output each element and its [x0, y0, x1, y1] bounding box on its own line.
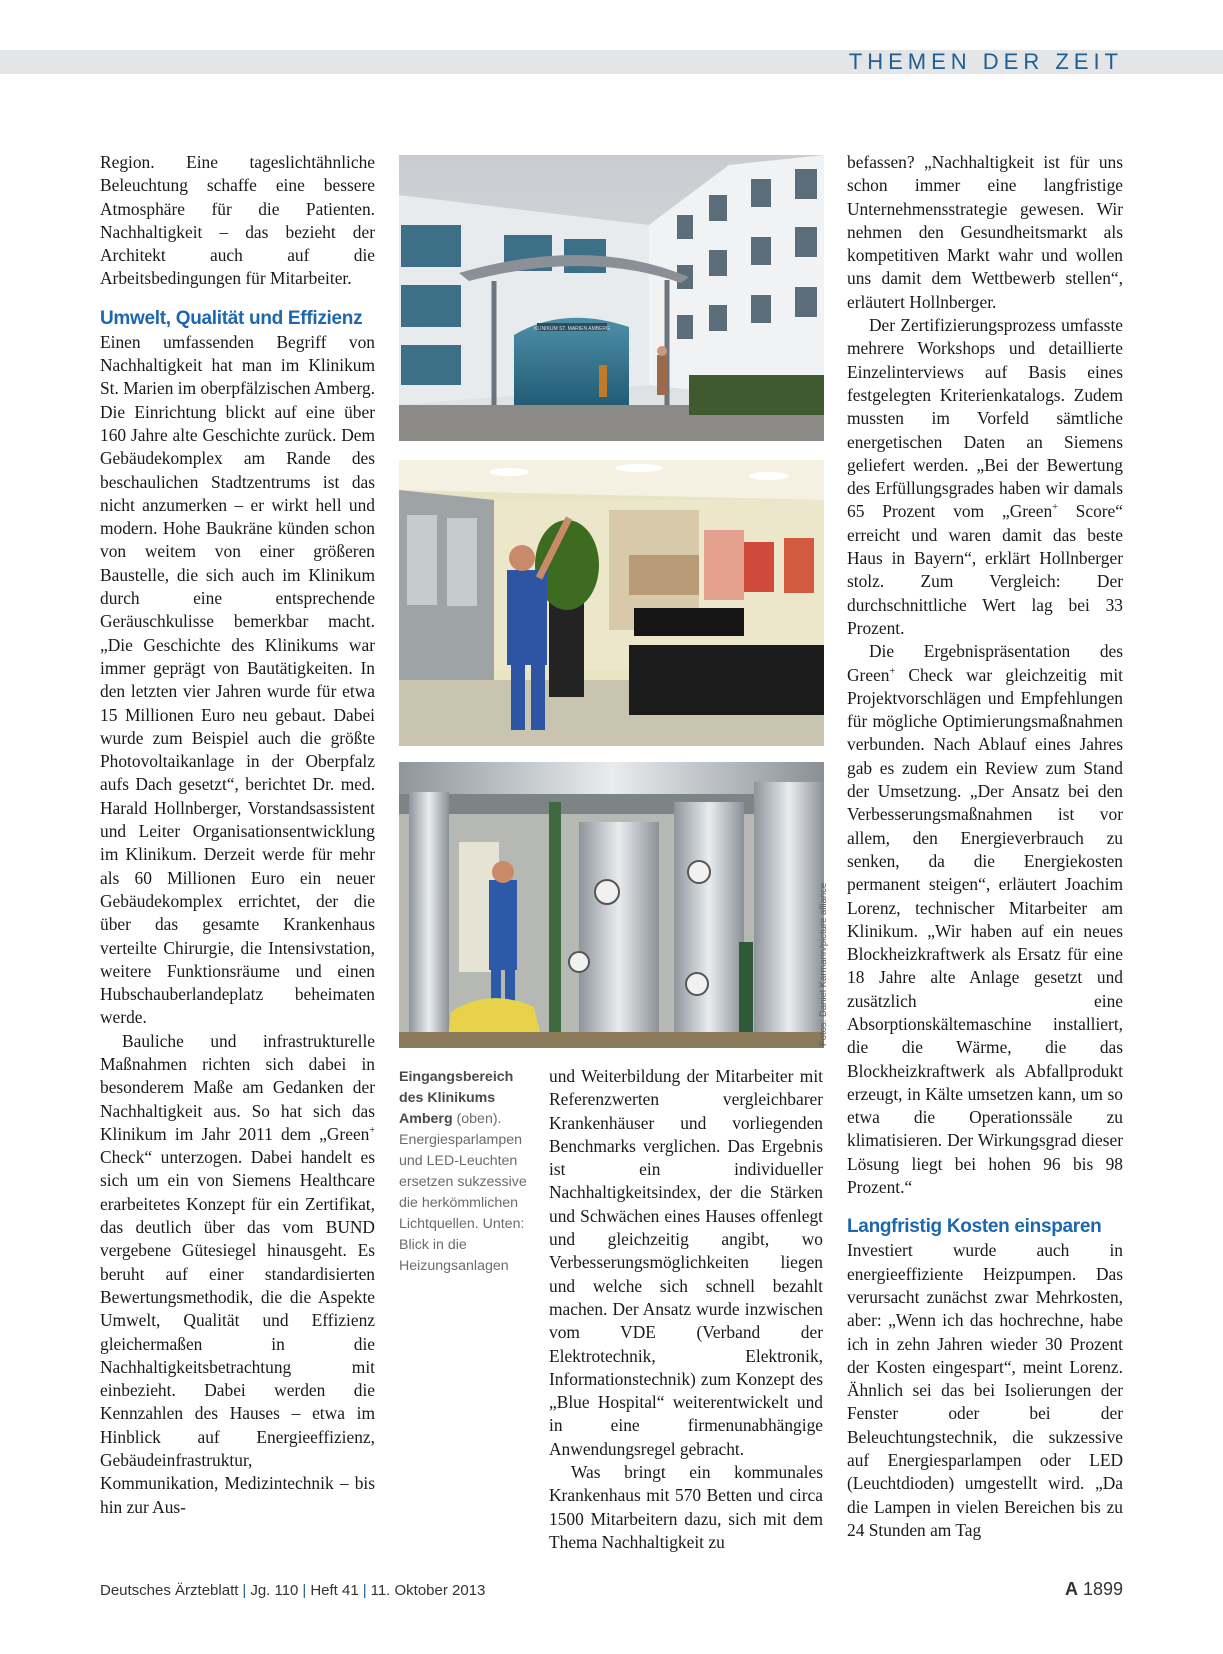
section-heading: THEMEN DER ZEIT [848, 49, 1123, 74]
issue-date: 11. Oktober 2013 [370, 1582, 486, 1599]
volume: Jg. 110 [250, 1582, 299, 1599]
photo-hospital-entrance [399, 155, 824, 441]
photo-waiting-area [399, 460, 824, 746]
page-footer: Deutsches Ärzteblatt | Jg. 110 | Heft 41 | 11. Oktober 2013 A 1899 [100, 1579, 1123, 1599]
paragraph: befassen? „Nachhaltigkeit ist für uns schon immer eine langfristige Unternehmensstrategie gewesen. Wir nehmen den Gesundheitsmarkt als kompetitiven Markt wahr und wollen uns damit dem Wettbewerb stellen“, erläutert Hollnberger. [847, 152, 1123, 312]
text-column-1 [100, 151, 375, 1519]
text-column-2 [549, 1065, 823, 1554]
entrance-sign: KLINIKUM ST. MARIEN AMBERG [534, 326, 610, 332]
subheading-kosten: Langfristig Kosten einsparen [847, 1216, 1102, 1238]
paragraph: Region. Eine tageslichtähnliche Beleuchtung schaffe eine bessere Atmosphäre für die Patienten. Nachhaltigkeit – das bezieht der Architekt auch auf die Arbeitsbedingungen für Mitarbeiter. [100, 152, 375, 289]
paragraph: Einen umfassenden Begriff von Nachhaltigkeit hat man im Klinikum St. Marien im oberpfälzischen Amberg. Die Einrichtung blickt auf eine über 160 Jahre alte Geschichte zurück. Dem Gebäudekomplex am Rande des beschaulichen Stadtzentrums ist das nicht anzumerken – er wirkt hell und modern. Hohe Baukräne künden schon von weitem von einer größeren Baustelle, die sich auch im Klinikum durch eine entsprechende Geräuschkulisse bemerkbar macht. „Die Geschichte des Klinikums war immer geprägt von Bautätigkeiten. In den letzten vier Jahren wurde für etwa 15 Millionen Euro neu gebaut. Dabei wurde zum Beispiel auch die größte Photovoltaikanlage in der Oberpfalz aufs Dach gesetzt“, berichtet Dr. med. Harald Hollnberger, Vorstandsassistent und Leiter Organisationsentwicklung im Klinikum. Derzeit werde für mehr als 60 Millionen Euro ein neuer Gebäudekomplex errichtet, der die über das gesamte Krankenhaus verteilte Chirurgie, die Intensivstation, weitere Funktionsräume und einen Hubschauberlandeplatz beheimaten werde. [100, 331, 375, 1028]
paragraph: Was bringt ein kommunales Krankenhaus mit 570 Betten und circa 1500 Mitarbeitern dazu, sich mit dem Thema Nachhaltigkeit zu [549, 1462, 823, 1552]
journal-name: Deutsches Ärzteblatt [100, 1582, 239, 1599]
photo-credit: Fotos: Daniel Karmann/picture alliance [818, 882, 829, 1046]
subheading-umwelt: Umwelt, Qualität und Effizienz [100, 307, 363, 329]
paragraph: Der Zertifizierungsprozess umfasste mehrere Workshops und detaillierte Einzelinterviews auf Basis eines festgelegten Kriterienkatalogs. Zudem mussten im Vorfeld sämtliche energetischen Daten an Siemens geliefert werden. „Bei der Bewertung des Erfüllungsgrades haben wir damals 65 Prozent vom „Green+ Score“ erreicht und waren damit das beste Haus in Bayern“, erklärt Hollnberger stolz. Zum Vergleich: Der durchschnittliche Wert lag bei 33 Prozent. [847, 315, 1123, 638]
paragraph: Bauliche und infrastrukturelle Maßnahmen richten sich dabei in besonderem Maße am Gedanken der Nachhaltigkeit aus. So hat sich das Klinikum im Jahr 2011 dem „Green+ Check“ unterzogen. Dabei handelt es sich um ein von Siemens Healthcare erarbeitetes Konzept für ein Zertifikat, das deutlich über das vom BUND vergebene Gütesiegel hinausgeht. Es beruht auf einer standardisierten Bewertungsmethodik, die die Aspekte Umwelt, Qualität und Effizienz gleichermaßen in die Nachhaltigkeitsbetrachtung mit einbezieht. Dabei werden die Kennzahlen des Hauses – etwa im Hinblick auf Energieeffizienz, Gebäudeinfrastruktur, Kommunikation, Medizintechnik – bis hin zur Aus- [100, 1030, 375, 1517]
photo-heating-plant [399, 762, 824, 1048]
photo-caption: Eingangsbereich des Klinikums Amberg (oben). Energiesparlampen und LED-Leuchten ersetzen sukzessive die herkömmlichen Lichtquellen. Unten: Blick in die Heizungsanlagen [399, 1069, 527, 1274]
paragraph: und Weiterbildung der Mitarbeiter mit Referenzwerten vergleichbarer Krankenhäuser und vorliegenden Benchmarks verglichen. Das Ergebnis ist ein individueller Nachhaltigkeitsindex, der die Stärken und Schwächen eines Hauses offenlegt und gleichzeitig angibt, wo Verbesserungsmöglichkeiten liegen und welche sich schnell bezahlt machen. Der Ansatz wurde inzwischen vom VDE (Verband der Elektrotechnik, Elektronik, Informationstechnik) zum Konzept des „Blue Hospital“ weiterentwickelt und in eine firmenunabhängige Anwendungsregel gebracht. [549, 1066, 823, 1459]
text-column-3 [847, 151, 1123, 1542]
page-number: A 1899 [1064, 1579, 1123, 1599]
paragraph: Investiert wurde auch in energieeffiziente Heizpumpen. Das verursacht zunächst zwar Mehrkosten, aber: „Wenn ich das hochrechne, habe ich in zehn Jahren wieder 30 Prozent der Kosten eingespart“, meint Lorenz. Ähnlich sei das bei Isolierungen der Fenster oder bei der Beleuchtungstechnik, die sukzessive auf Energiesparlampen oder LED (Leuchtdioden) umgestellt wird. „Da die Lampen in vielen Bereichen bis zu 24 Stunden am Tag [847, 1240, 1123, 1540]
issue: Heft 41 [310, 1582, 359, 1599]
paragraph: Die Ergebnispräsentation des Green+ Check war gleichzeitig mit Projektvorschlägen und Empfehlungen für mögliche Optimierungsmaßnahmen verbunden. Nach Ablauf eines Jahres gab es zudem ein Review zum Stand der Umsetzung. „Der Ansatz bei den Verbesserungsmaßnahmen ist vor allem, den Energieverbrauch zu senken, da die Energiekosten permanent steigen“, erläutert Joachim Lorenz, technischer Mitarbeiter am Klinikum. „Wir haben auf ein neues Blockheizkraftwerk als Ersatz für eine 18 Jahre alte Anlage gesetzt und zusätzlich eine Absorptionskältemaschine installiert, die die Wärme, die das Blockheizkraftwerk als Abfallprodukt erzeugt, in Kälte umsetzen kann, um so etwa die Operationssäle zu klimatisieren. Der Wirkungsgrad dieser Lösung liegt bei hohen 96 bis 98 Prozent.“ [847, 641, 1123, 1198]
